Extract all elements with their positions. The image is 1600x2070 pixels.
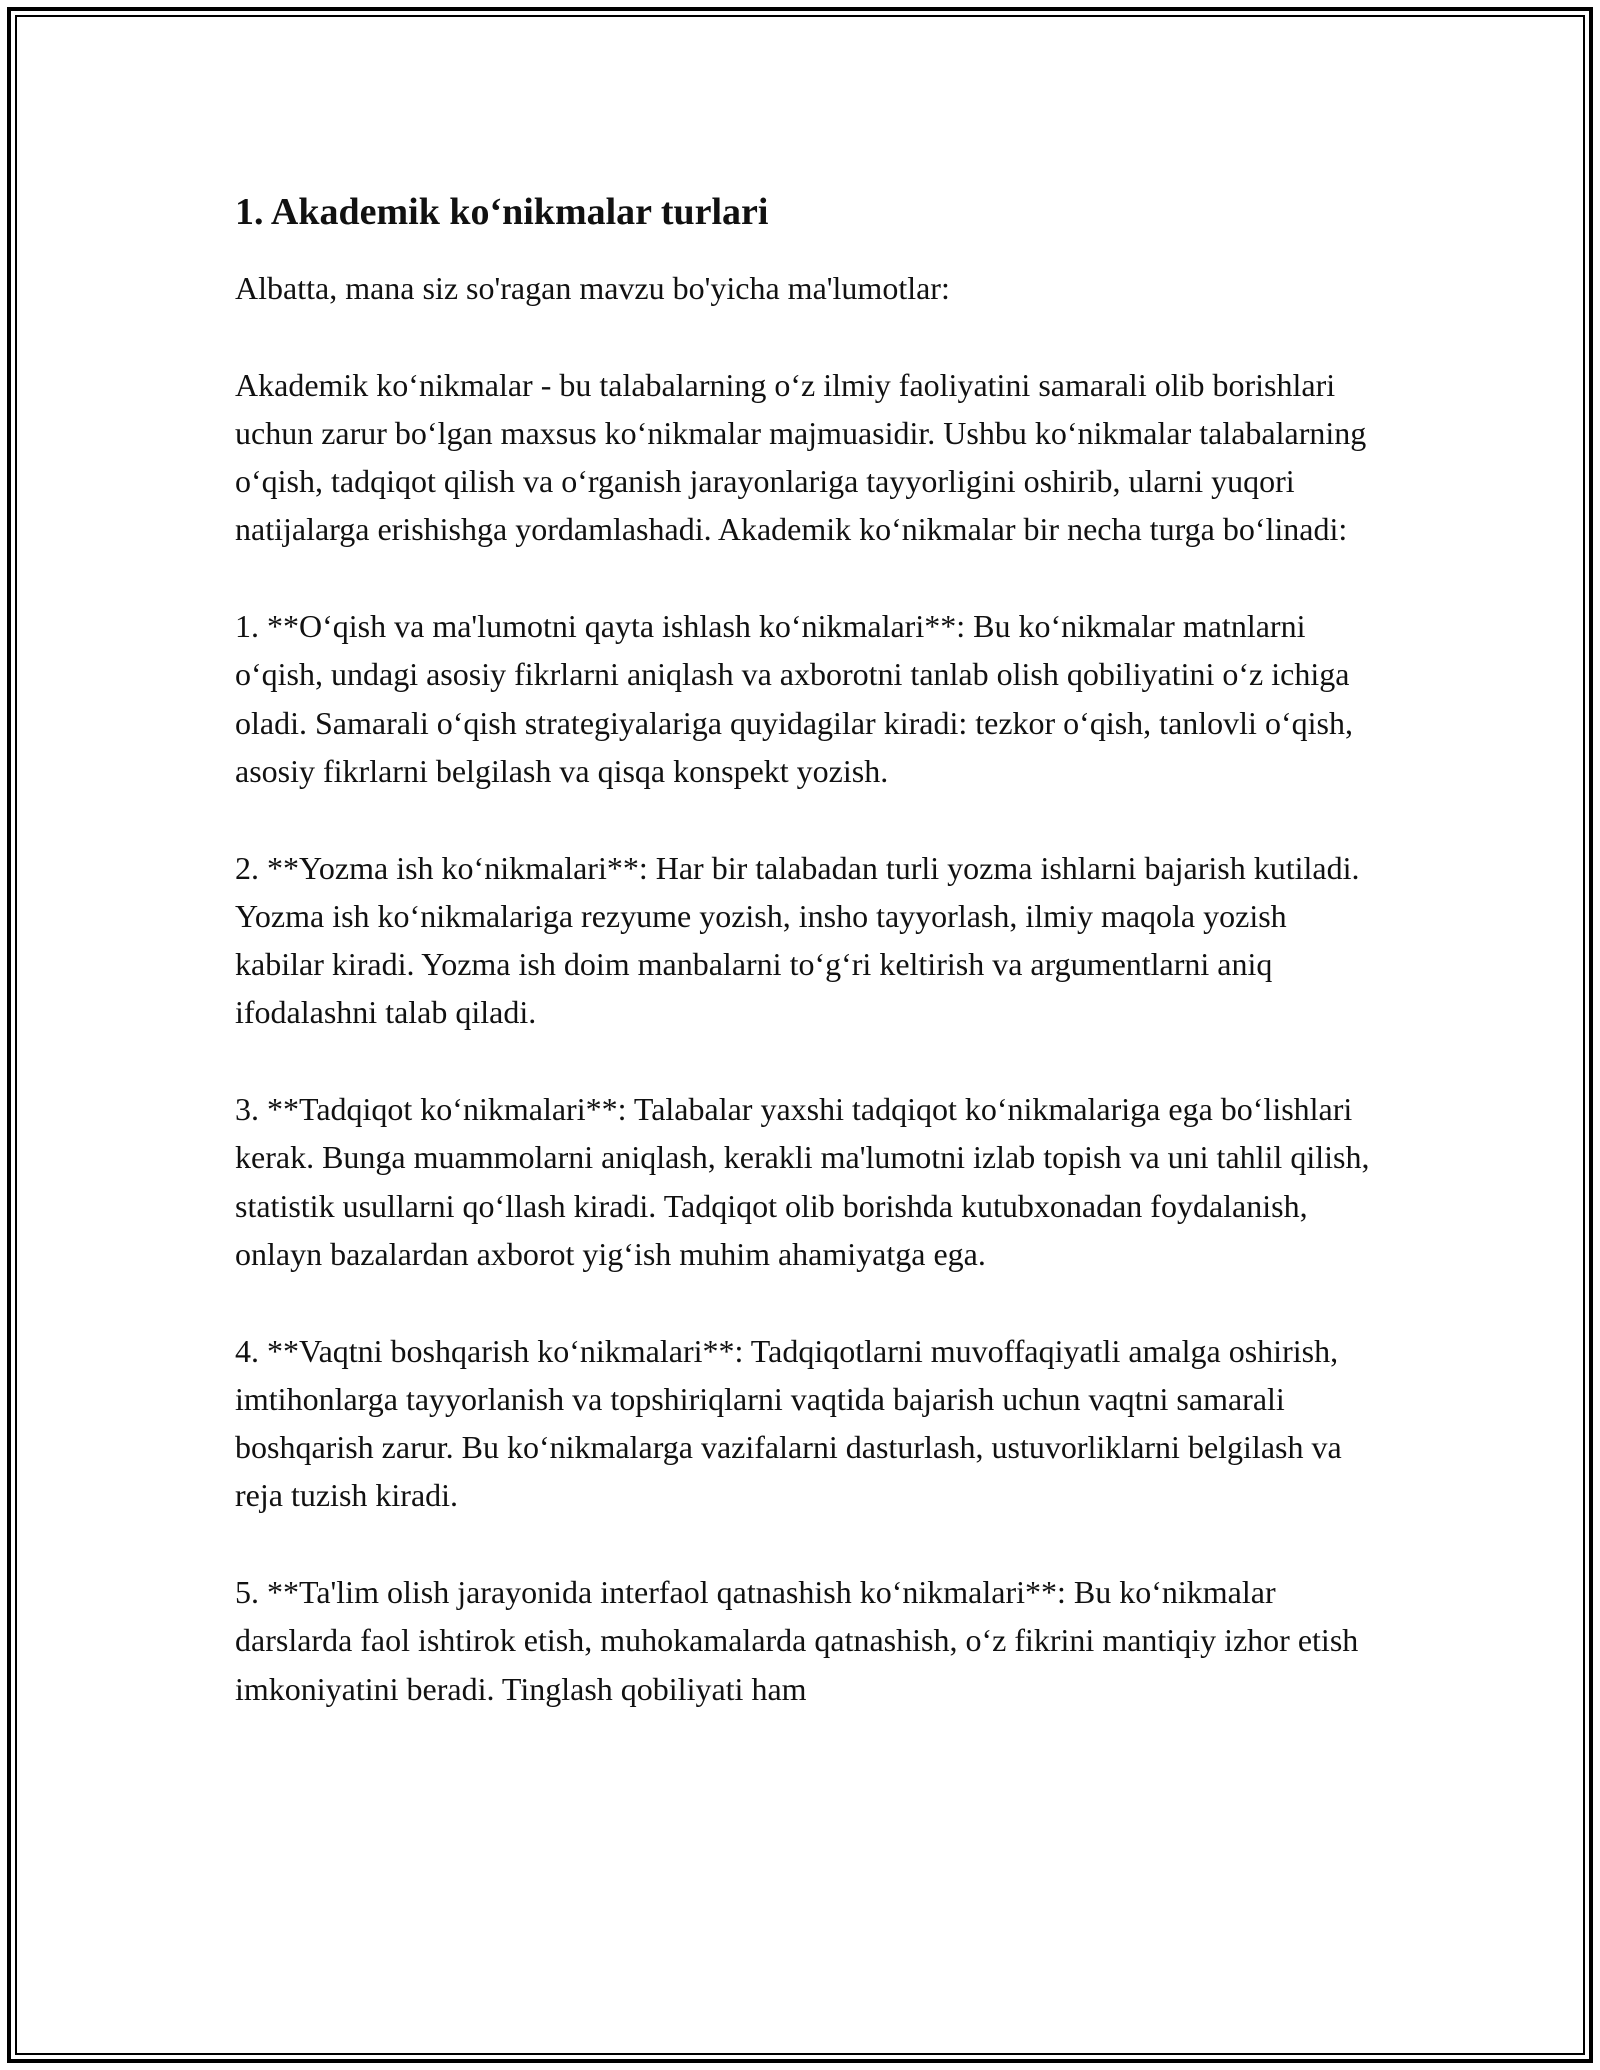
- section-heading: 1. Akademik ko‘nikmalar turlari: [235, 191, 769, 233]
- definition-paragraph: Akademik ko‘nikmalar - bu talabalarning o‘z ilmiy faoliyatini samarali olib borishlari uchun zarur bo‘lgan maxsus ko‘nikmalar majmuasidir. Ushbu ko‘nikmalar talabalarning o‘qish, tadqiqot qilish va o‘rganish jarayonlariga tayyorligini oshirib, ularni yuqori natijalarga erishishga yordamlashadi. Akademik ko‘nikmalar bir necha turga bo‘linadi:: [235, 366, 1367, 548]
- list-item-research-skills: 3. **Tadqiqot ko‘nikmalari**: Talabalar yaxshi tadqiqot ko‘nikmalariga ega bo‘lishlari kerak. Bunga muammolarni aniqlash, kerakli ma'lumotni izlab topish va uni tahlil qilish, statistik usullarni qo‘llash kiradi. Tadqiqot olib borishda kutubxonadan foydalanish, onlayn bazalardan axborot yig‘ish muhim ahamiyatga ega.: [235, 1091, 1370, 1272]
- list-item-writing-skills: 2. **Yozma ish ko‘nikmalari**: Har bir talabadan turli yozma ishlarni bajarish kutiladi. Yozma ish ko‘nikmalariga rezyume yozish, insho tayyorlash, ilmiy maqola yozish kabilar kiradi. Yozma ish doim manbalarni to‘g‘ri keltirish va argumentlarni aniq ifodalashni talab qiladi.: [235, 849, 1360, 1031]
- list-item-time-management-skills: 4. **Vaqtni boshqarish ko‘nikmalari**: Tadqiqotlarni muvoffaqiyatli amalga oshirish, imtihonlarga tayyorlanish va topshiriqlarni vaqtida bajarish uchun vaqtni samarali boshqarish zarur. Bu ko‘nikmalarga vazifalarni dasturlash, ustuvorliklarni belgilash va reja tuzish kiradi.: [235, 1332, 1342, 1514]
- list-item-interactive-participation-skills: 5. **Ta'lim olish jarayonida interfaol qatnashish ko‘nikmalari**: Bu ko‘nikmalar darslarda faol ishtirok etish, muhokamalarda qatnashish, o‘z fikrini mantiqiy izhor etish imkoniyatini beradi. Tinglash qobiliyati ham: [235, 1574, 1359, 1707]
- document-body: [235, 186, 1370, 1761]
- intro-paragraph: Albatta, mana siz so'ragan mavzu bo'yicha ma'lumotlar:: [235, 270, 950, 306]
- list-item-reading-skills: 1. **O‘qish va ma'lumotni qayta ishlash ko‘nikmalari**: Bu ko‘nikmalar matnlarni o‘qish, undagi asosiy fikrlarni aniqlash va axborotni tanlab olish qobiliyatini o‘z ichiga oladi. Samarali o‘qish strategiyalariga quyidagilar kiradi: tezkor o‘qish, tanlovli o‘qish, asosiy fikrlarni belgilash va qisqa konspekt yozish.: [235, 608, 1353, 789]
